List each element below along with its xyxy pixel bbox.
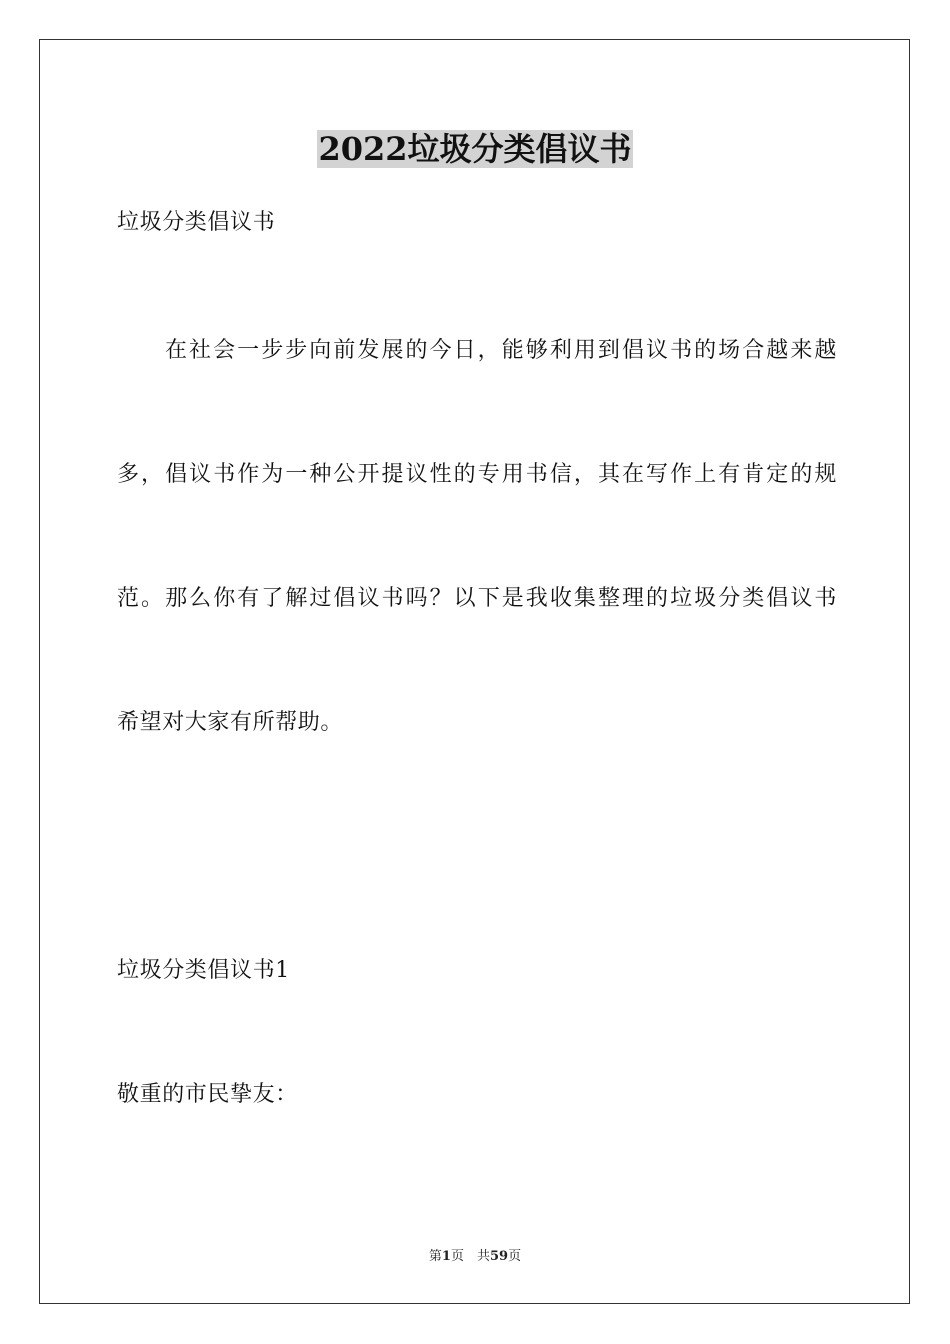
footer-suffix: 页 [508, 1249, 522, 1264]
footer-page-current: 1 [441, 1249, 451, 1264]
paragraph-line: 多，倡议书作为一种公开提议性的专用书信，其在写作上有肯定的规 [117, 462, 837, 487]
intro-paragraph [117, 336, 837, 832]
footer-prefix: 第 [428, 1249, 442, 1264]
document-title [0, 127, 950, 171]
paragraph-line: 范。那么你有了解过倡议书吗？以下是我收集整理的垃圾分类倡议书 [117, 586, 837, 611]
page-footer [0, 1248, 950, 1266]
footer-mid: 页 共 [450, 1249, 490, 1264]
footer-page-total: 59 [489, 1249, 509, 1264]
salutation: 敬重的市民挚友： [117, 1082, 298, 1107]
paragraph-line: 在社会一步步向前发展的今日，能够利用到倡议书的场合越来越 [165, 338, 837, 363]
section-heading: 垃圾分类倡议书1 [117, 958, 290, 983]
subtitle: 垃圾分类倡议书 [117, 210, 276, 235]
title-text: 2022垃圾分类倡议书 [318, 130, 632, 168]
paragraph-line: 希望对大家有所帮助。 [117, 710, 344, 735]
